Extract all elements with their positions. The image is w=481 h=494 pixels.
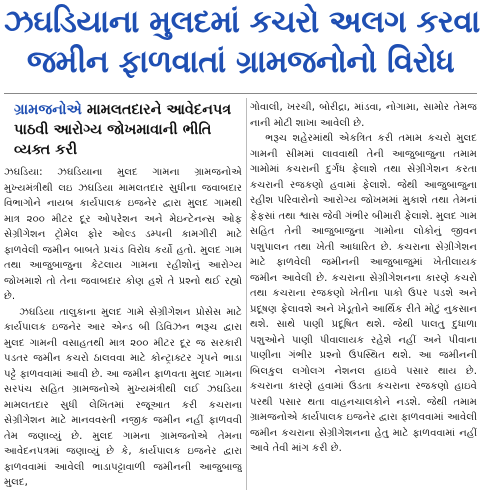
subheadline-text: મામલતદારને આવેદનપત્ર પાઠવી આરોગ્ય જોખમાવાની ભીતિ વ્યક્ત કરી (14, 102, 232, 158)
left-column (4, 165, 242, 490)
headline-divider (4, 93, 477, 94)
left-paragraph-1: ઝઘડિયા: ઝઘડિયાના મુલદ ગામના ગ્રામજનોએ મુખ્યમંત્રીથી લઇ ઝઘડિયા મામલતદાર સુધીના જવાબદાર વિભાગોને નાયબ કાર્યપાલક ઇજનેર દ્વારા મુલદ ગામથી માત્ર ૨૦૦ મીટર દૂર ઓપરેશન અને મેઇન્ટેનન્સ ઓફ સેગ્રીગેશન ટ્રોમેલ ફોર ઓલ્ડ ડમ્પની કામગીરી માટે ફાળવેલી જમીન બાબતે પ્રચંડ વિરોધ કર્યો હતો. મુલદ ગામ તથા આજુબાજુના કેટલાય ગામના રહીશોનું આરોગ્ય જોખમાશે તો તેના જવાબદાર કોણ હશે તે પ્રશ્નો થઈ રહ્યો છે. (4, 167, 242, 302)
right-column (250, 100, 477, 490)
left-paragraph-2: ઝઘડિયા તાલુકાના મુલદ ગામે સેગ્રીગેશન પ્રોસેસ માટે કાર્યપાલક ઇજનેર આર એન્ડ બી ડિવિઝન ભરૂચ દ્વારા મુલદ ગામની વસાહતથી માત્ર ૨૦૦ મીટર દૂર જ સરકારી પડતર જમીન કચરો ઠાલવવા માટે કોન્ટ્રાક્ટર ગૃપને ભાડા પટ્ટે ફાળવવામાં આવી છે. આ જમીન ફાળવતા મુલદ ગામના સરપંચ સહિત ગ્રામજનોએ મુખ્યમંત્રીથી લઈ ઝઘડિયા મામલતદાર સુધી લેખિતમાં રજૂઆત કરી કચરાના સેગ્રીગેશન માટે માનવવસ્તી નજીક જમીન નહીં ફાળવવી તેમ જણાવ્યું છે. મુલદ ગામના ગ્રામજનોએ તેમના આવેદનપત્રમાં જણાવ્યું છે કે, કાર્યપાલક ઇજનેર દ્વારા ફાળવવામાં આવેલી ભાડાપટ્ટાવાળી જમીનની આજુબાજુ મુલદ, (4, 306, 242, 488)
right-paragraph-1: ગોવાલી, ખરચી, બોરીદ્રા, માંડવા, નોગામા, સામોર તેમજ નાની મોટી શાખા આવેલી છે. (250, 102, 477, 129)
right-paragraph-2: ભરૂચ શહેરમાંથી એકત્રિત કરી તમામ કચરો મુલદ ગામની સીમમાં લાવવાથી તેની આજુબાજુના તમામ ગામોમાં કચરાની દુર્ગંધ ફેલાશે તથા સેગ્રીગેશન કરતા કચરાની રજકણો હવામાં ફેલાશે. જેથી આજુબાજુના રહીશ પરિવારોનો આરોગ્ય જોખમમાં મુકાશે તથા તેમનાં ફેફસાં તથા શ્વાસ જેવી ગંભીર બીમારી ફેલાશે. મુલદ ગામ સહિત તેની આજુબાજુના ગામોના લોકોનું જીવન પશુપાલન તથા ખેતી આધારિત છે. કચરાના સેગ્રીગેશન માટે ફાળવેલી જમીનની આજુબાજુમાં ખેતીલાયક જમીન આવેલી છે. કચરાના સેગ્રીગેશનના કારણે કચરો તથા કચરાના રજકણો ખેતીના પાકો ઉપર પડશે અને પ્રદૂષણ ફેલાવશે અને ખેડૂતોને આર્થિક રીતે મોટું નુકસાન થશે. સાથે પાણી પ્રદૂષિત થશે. જેથી પાલતુ દુધાળા પશુઓને પાણી પીવાલાયક રહેશે નહીં અને પીવાના પાણીના ગંભીર પ્રશ્નો ઉપસ્થિત થશે. આ જમીનની બિલકુલ લગોલગ નેશનલ હાઇવે પસાર થાય છે. કચરાના કારણે હવામાં ઉડતા કચરાના રજકણો હાઇવે પરથી પસાર થતા વાહનચાલકોને નડશે. જેથી તમામ ગ્રામજનોએ કાર્યપાલક ઇજનેર દ્વારા ફાળવવામાં આવેલી જમીન કચરાના સેગ્રીગેશનના હેતુ માટે ફાળવવામાં નહીં આવે તેવી માંગ કરી છે. (250, 133, 477, 454)
headline (4, 3, 480, 82)
headline-line-1: ઝઘડિયાના મુલદમાં કચરો અલગ કરવા (4, 4, 480, 40)
subheadline-lead: ગ્રામજનોએ (14, 102, 82, 118)
subheadline (14, 100, 246, 160)
column-divider (246, 98, 247, 490)
headline-line-2: જમીન ફાળવાતાં ગ્રામજનોનો વિરોધ (26, 44, 455, 80)
